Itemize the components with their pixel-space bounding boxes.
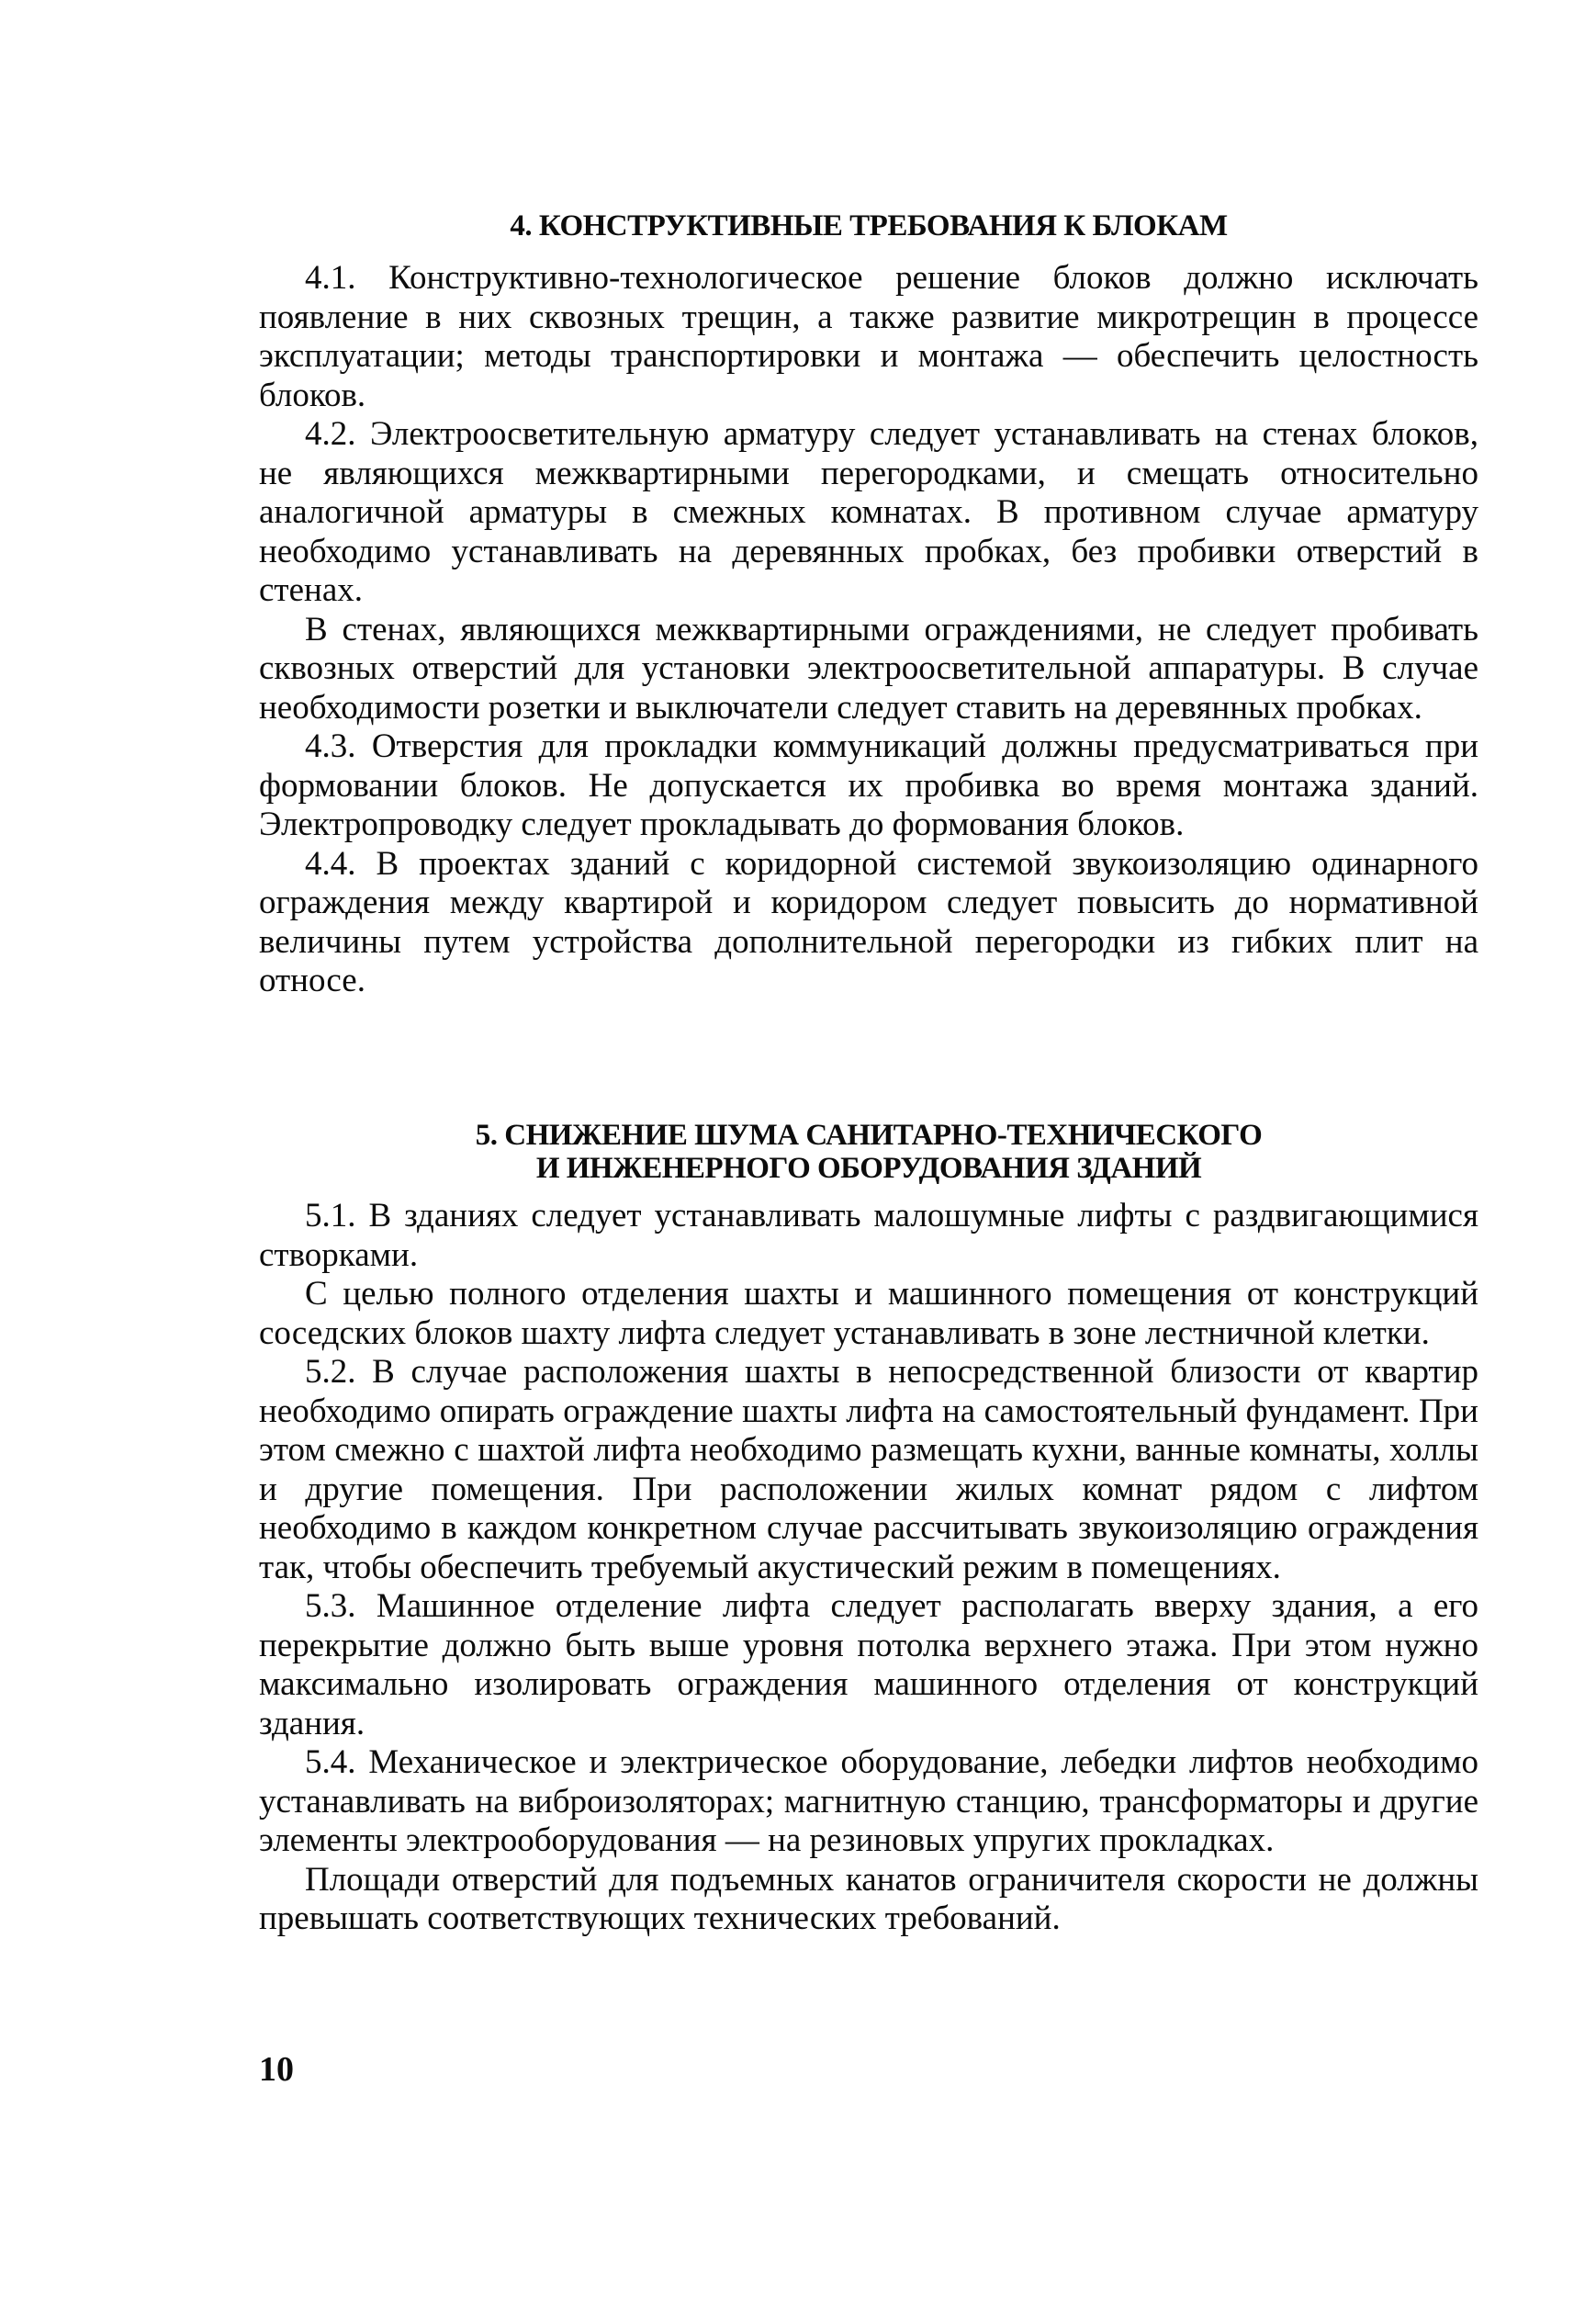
paragraph-5-1: 5.1. В зданиях следует устанавливать малошумные лифты с раздвигающимися створками.: [259, 1197, 1478, 1274]
paragraph-4-4: 4.4. В проектах зданий с коридорной системой звукоизоляцию одинарного ограждения между квартирой и коридором следует повысить до нормативной величины путем устройства дополнительной перегородки из гибких плит на относе.: [259, 844, 1478, 999]
paragraph-4-3: 4.3. Отверстия для прокладки коммуникаций должны предусматриваться при формовании блоков. Не допускается их пробивка во время монтажа зданий. Электропроводку следует прокладывать до формования блоков.: [259, 727, 1478, 843]
page-number: 10: [259, 2050, 294, 2089]
section-4-body: [259, 259, 1478, 1001]
paragraph-4-2: 4.2. Электроосветительную арматуру следует устанавливать на стенах блоков, не являющихся межквартирными перегородками, и смещать относительно аналогичной арматуры в смежных комнатах. В противном случае арматуру необходимо устанавливать на деревянных пробках, без пробивки отверстий в стенах.: [259, 415, 1478, 609]
paragraph-4-2-cont: В стенах, являющихся межквартирными ограждениями, не следует пробивать сквозных отверстий для установки электроосветительной аппаратуры. В случае необходимости розетки и выключатели следует ставить на деревянных пробках.: [259, 610, 1478, 727]
section-5-heading-line-1: 5. СНИЖЕНИЕ ШУМА САНИТАРНО-ТЕХНИЧЕСКОГО: [475, 1119, 1263, 1152]
paragraph-5-1-cont: С целью полного отделения шахты и машинного помещения от конструкций соседских блоков шахту лифта следует устанавливать в зоне лестничной клетки.: [259, 1275, 1478, 1352]
paragraph-5-4-cont: Площади отверстий для подъемных канатов ограничителя скорости не должны превышать соответствующих технических требований.: [259, 1860, 1478, 1937]
paragraph-5-4: 5.4. Механическое и электрическое оборудование, лебедки лифтов необходимо устанавливать на виброизоляторах; магнитную станцию, трансформаторы и другие элементы электрооборудования — на резиновых упругих прокладках.: [259, 1743, 1478, 1859]
paragraph-5-2: 5.2. В случае расположения шахты в непосредственной близости от квартир необходимо опирать ограждение шахты лифта на самостоятельный фундамент. При этом смежно с шахтой лифта необходимо размещать кухни, ванные комнаты, холлы и другие помещения. При расположении жилых комнат рядом с лифтом необходимо в каждом конкретном случае рассчитывать звукоизоляцию ограждения так, чтобы обеспечить требуемый акустический режим в помещениях.: [259, 1353, 1478, 1586]
paragraph-4-1: 4.1. Конструктивно-технологическое решение блоков должно исключать появление в них сквозных трещин, а также развитие микротрещин в процессе эксплуатации; методы транспортировки и монтажа — обеспечить целостность блоков.: [259, 259, 1478, 414]
paragraph-5-3: 5.3. Машинное отделение лифта следует располагать вверху здания, а его перекрытие должно быть выше уровня потолка верхнего этажа. При этом нужно максимально изолировать ограждения машинного отделения от конструкций здания.: [259, 1587, 1478, 1742]
section-5: [259, 1119, 1478, 1185]
section-5-heading-line-2: И ИНЖЕНЕРНОГО ОБОРУДОВАНИЯ ЗДАНИЙ: [535, 1152, 1202, 1185]
section-4: [259, 209, 1478, 242]
section-5-body: [259, 1197, 1478, 1939]
section-4-heading: 4. КОНСТРУКТИВНЫЕ ТРЕБОВАНИЯ К БЛОКАМ: [510, 209, 1228, 242]
